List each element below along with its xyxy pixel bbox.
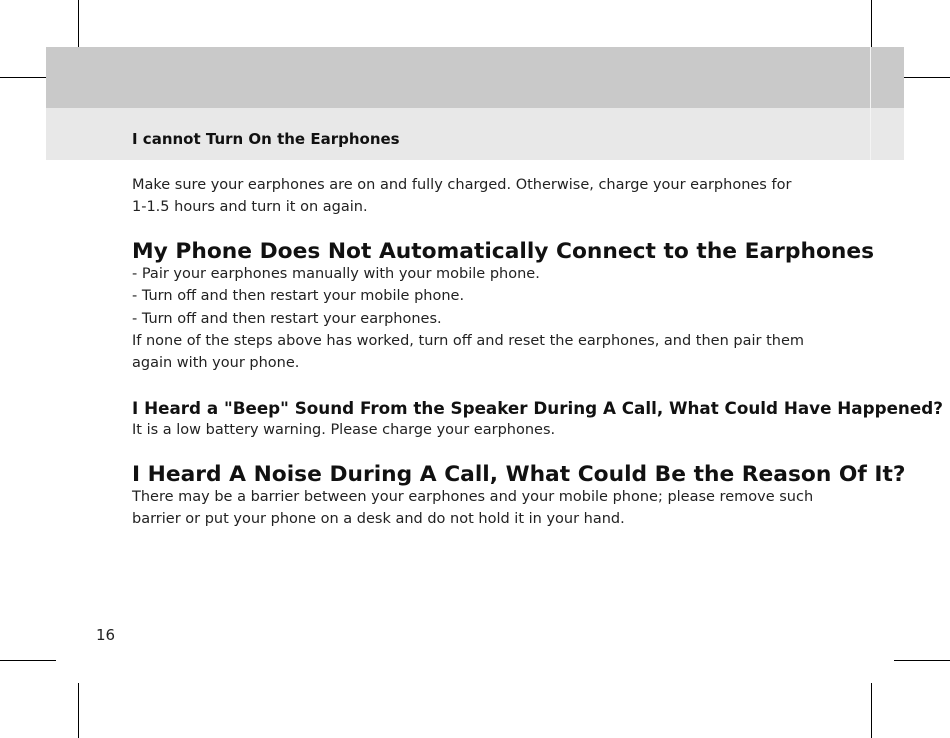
list-item: - Turn off and then restart your mobile phone. (132, 288, 465, 305)
faq-heading-call-noise: I Heard A Noise During A Call, What Could Be the Reason Of It? (132, 461, 906, 487)
crop-mark-bottom-right (871, 683, 872, 738)
intro-line: 1-1.5 hours and turn it on again. (132, 199, 368, 216)
faq-answer-line: barrier or put your phone on a desk and do not hold it in your hand. (132, 511, 625, 528)
crop-mark-left-lower (0, 660, 56, 661)
list-item: - Turn off and then restart your earphones. (132, 310, 442, 327)
page-content (132, 174, 943, 531)
auto-connect-steps (132, 263, 832, 330)
faq-answer-line: again with your phone. (132, 355, 300, 372)
intro-line: Make sure your earphones are on and fully charged. Otherwise, charge your earphones for (132, 177, 792, 193)
section-title: I cannot Turn On the Earphones (132, 130, 400, 148)
header-band-divider (870, 47, 871, 160)
list-item: - Pair your earphones manually with your mobile phone. (132, 266, 540, 283)
faq-answer-line: If none of the steps above has worked, turn off and reset the earphones, and then pair them (132, 333, 805, 350)
crop-mark-right-lower (894, 660, 950, 661)
page-number: 16 (96, 626, 116, 644)
crop-mark-bottom-left (78, 683, 79, 738)
faq-heading-beep-sound: I Heard a "Beep" Sound From the Speaker During A Call, What Could Have Happened? (132, 397, 943, 418)
faq-heading-auto-connect: My Phone Does Not Automatically Connect to the Earphones (132, 238, 875, 264)
faq-answer-line: There may be a barrier between your earphones and your mobile phone; please remove such (132, 489, 814, 506)
header-band-dark (46, 47, 904, 108)
faq-answer-line: It is a low battery warning. Please charge your earphones. (132, 422, 556, 439)
